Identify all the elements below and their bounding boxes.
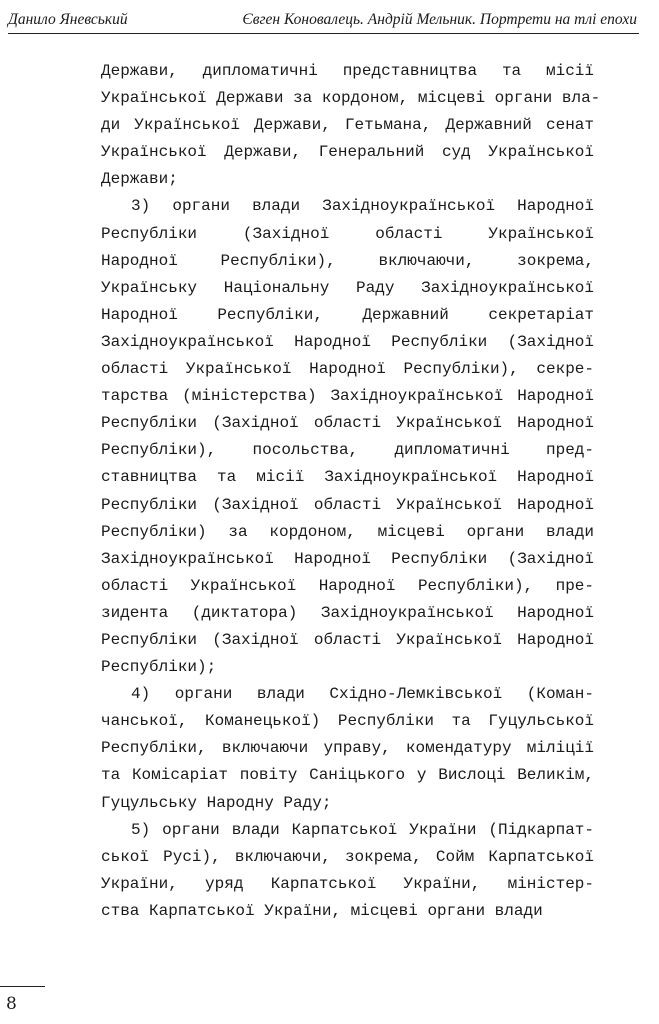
text-line: Українську Національну Раду Західноукраїнської bbox=[101, 278, 594, 297]
text-line: 4) органи влади Східно-Лемківської (Коман- bbox=[131, 685, 594, 704]
footer-divider bbox=[0, 986, 45, 987]
running-header bbox=[8, 8, 637, 32]
header-author: Данило Яневський bbox=[8, 11, 128, 28]
paragraph bbox=[101, 193, 594, 681]
text-line: Української Держави за кордоном, місцеві органи вла- bbox=[101, 89, 601, 108]
text-line: ства Карпатської України, місцеві органи влади bbox=[101, 901, 543, 920]
text-line: Західноукраїнської Народної Республіки (Західної bbox=[101, 332, 594, 351]
text-line: Гуцульську Народну Раду; bbox=[101, 793, 332, 812]
body-text bbox=[101, 58, 601, 925]
text-line: зидента (диктатора) Західноукраїнської Народної bbox=[101, 603, 594, 622]
text-line: Республіки (Західної області Української Народної bbox=[101, 495, 594, 514]
text-line: та Комісаріат повіту Саніцького у Вислоці Великім, bbox=[101, 766, 594, 785]
text-line: України, уряд Карпатської України, міністер- bbox=[101, 874, 594, 893]
text-line: Держави; bbox=[101, 170, 178, 189]
text-line: області Української Народної Республіки), секре- bbox=[101, 360, 594, 379]
text-line: Республіки (Західної області Української bbox=[101, 224, 594, 243]
text-line: 3) органи влади Західноукраїнської Народної bbox=[131, 197, 594, 216]
text-line: Західноукраїнської Народної Республіки (Західної bbox=[101, 549, 594, 568]
text-line: чанської, Команецької) Республіки та Гуцульської bbox=[101, 712, 594, 731]
paragraph bbox=[101, 681, 594, 816]
text-line: Народної Республіки, Державний секретаріат bbox=[101, 305, 594, 324]
text-line: Республіки (Західної області Української Народної bbox=[101, 414, 594, 433]
text-line: ди Української Держави, Гетьмана, Державний сенат bbox=[101, 116, 594, 135]
text-line: Республіки, включаючи управу, комендатуру міліції bbox=[101, 739, 594, 758]
page-number: 8 bbox=[6, 994, 17, 1014]
text-line: 5) органи влади Карпатської України (Підкарпат- bbox=[131, 820, 594, 839]
text-line: Народної Республіки), включаючи, зокрема, bbox=[101, 251, 594, 270]
text-line: Республіки), посольства, дипломатичні пред- bbox=[101, 441, 594, 460]
text-line: Республіки (Західної області Української Народної bbox=[101, 630, 594, 649]
text-line: Республіки) за кордоном, місцеві органи влади bbox=[101, 522, 594, 541]
text-line: ставництва та місії Західноукраїнської Народної bbox=[101, 468, 594, 487]
text-line: ської Русі), включаючи, зокрема, Сойм Карпатської bbox=[101, 847, 594, 866]
header-divider bbox=[8, 33, 639, 34]
paragraph bbox=[101, 58, 601, 193]
text-line: Республіки); bbox=[101, 658, 217, 677]
text-line: області Української Народної Республіки), пре- bbox=[101, 576, 594, 595]
text-line: тарства (міністерства) Західноукраїнської Народної bbox=[101, 387, 594, 406]
header-book-title: Євген Коновалець. Андрій Мельник. Портрети на тлі епохи bbox=[242, 11, 637, 28]
text-line: Держави, дипломатичні представництва та місії bbox=[101, 62, 594, 80]
paragraph bbox=[101, 817, 594, 925]
text-line: Української Держави, Генеральний суд Української bbox=[101, 143, 594, 162]
